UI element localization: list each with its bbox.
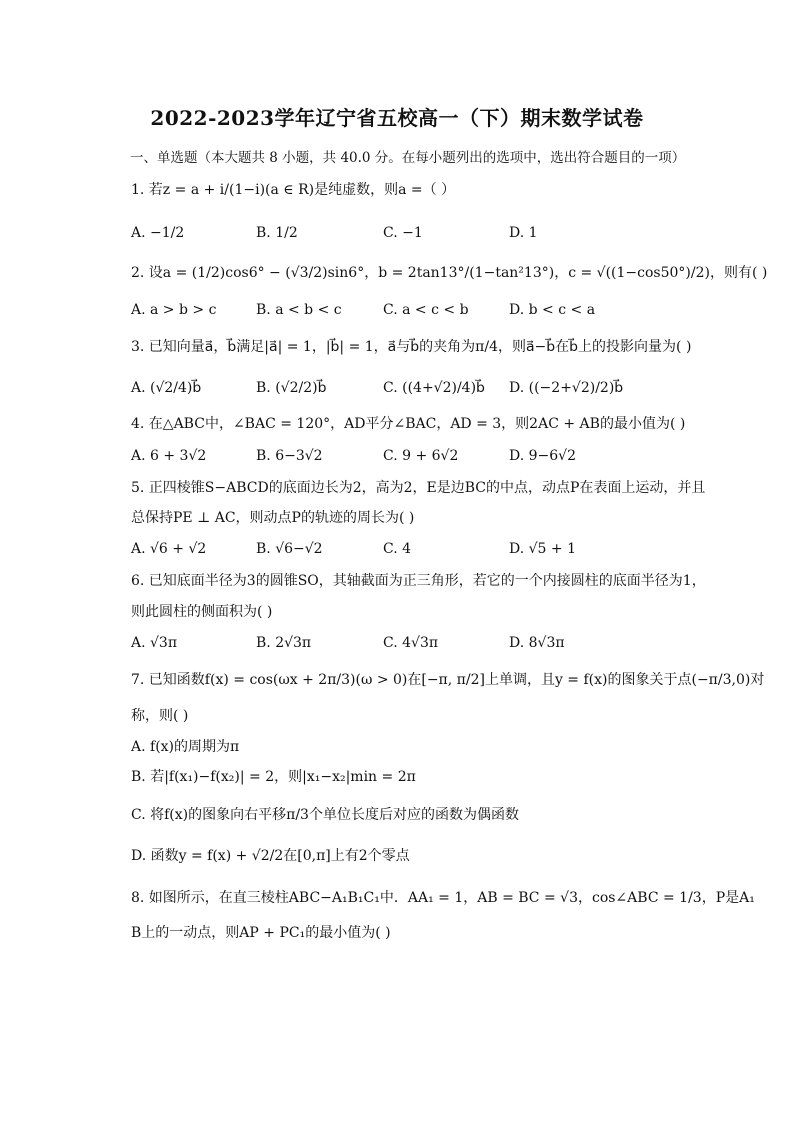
- question-4: 4. 在△ABC中，∠BAC = 120°，AD平分∠BAC，AD = 3，则2AC + AB的最小值为( ): [131, 416, 686, 432]
- question-1: 1. 若z = a + i/(1−i)(a ∈ R)是纯虚数，则a =（ ）: [131, 182, 456, 198]
- q7-option-b: B. 若|f(x₁)−f(x₂)| = 2，则|x₁−x₂|min = 2π: [131, 769, 416, 785]
- q7-option-a: A. f(x)的周期为π: [131, 739, 240, 755]
- question-6-cont: 则此圆柱的侧面积为( ): [131, 604, 273, 620]
- question-3: 3. 已知向量a⃗，b⃗满足|a⃗| = 1，|b⃗| = 1，a⃗与b⃗的夹角为π/4，则a⃗−b⃗在b⃗上的投影向量为( ): [131, 339, 692, 355]
- exam-title: 2022-2023学年辽宁省五校高一（下）期末数学试卷: [150, 106, 644, 130]
- q3-option-b: B. (√2/2)b⃗: [256, 380, 327, 396]
- q4-option-b: B. 6−3√2: [256, 448, 323, 464]
- q2-option-a: A. a > b > c: [131, 302, 217, 318]
- question-8: 8. 如图所示，在直三棱柱ABC−A₁B₁C₁中．AA₁ = 1，AB = BC = √3，cos∠ABC = 1/3，P是A₁: [131, 890, 755, 906]
- question-2: 2. 设a = (1/2)cos6° − (√3/2)sin6°，b = 2tan13°/(1−tan²13°)，c = √((1−cos50°)/2)，则有( ): [131, 265, 768, 281]
- q6-option-b: B. 2√3π: [256, 635, 312, 651]
- q6-option-c: C. 4√3π: [383, 635, 439, 651]
- q4-option-d: D. 9−6√2: [509, 448, 576, 464]
- q1-option-b: B. 1/2: [256, 225, 298, 241]
- q1-option-a: A. −1/2: [131, 225, 185, 241]
- question-5: 5. 正四棱锥S−ABCD的底面边长为2，高为2，E是边BC的中点，动点P在表面上运动，并且: [131, 480, 706, 496]
- question-7-cont: 称，则( ): [131, 708, 189, 724]
- q5-option-d: D. √5 + 1: [509, 541, 576, 557]
- q3-option-a: A. (√2/4)b⃗: [131, 380, 202, 396]
- q6-option-d: D. 8√3π: [509, 635, 565, 651]
- q5-option-b: B. √6−√2: [256, 541, 323, 557]
- q3-option-d: D. ((−2+√2)/2)b⃗: [509, 380, 624, 396]
- question-8-cont: B上的一动点，则AP + PC₁的最小值为( ): [131, 925, 391, 941]
- q5-option-a: A. √6 + √2: [131, 541, 207, 557]
- q4-option-a: A. 6 + 3√2: [131, 448, 207, 464]
- section-heading: 一、单选题（本大题共 8 小题，共 40.0 分。在每小题列出的选项中，选出符合题目的一项）: [130, 150, 686, 166]
- q7-option-d: D. 函数y = f(x) + √2/2在[0,π]上有2个零点: [131, 848, 410, 864]
- q5-option-c: C. 4: [383, 541, 412, 557]
- q4-option-c: C. 9 + 6√2: [383, 448, 459, 464]
- q2-option-c: C. a < c < b: [383, 302, 469, 318]
- q7-option-c: C. 将f(x)的图象向右平移π/3个单位长度后对应的函数为偶函数: [131, 807, 519, 823]
- q1-option-d: D. 1: [509, 225, 538, 241]
- q3-option-c: C. ((4+√2)/4)b⃗: [383, 380, 485, 396]
- q1-option-c: C. −1: [383, 225, 423, 241]
- q2-option-b: B. a < b < c: [256, 302, 342, 318]
- q6-option-a: A. √3π: [131, 635, 178, 651]
- question-7: 7. 已知函数f(x) = cos(ωx + 2π/3)(ω > 0)在[−π, π/2]上单调，且y = f(x)的图象关于点(−π/3,0)对: [131, 672, 765, 688]
- q2-option-d: D. b < c < a: [509, 302, 596, 318]
- question-6: 6. 已知底面半径为3的圆锥SO，其轴截面为正三角形，若它的一个内接圆柱的底面半径为1，: [131, 573, 706, 589]
- question-5-cont: 总保持PE ⊥ AC，则动点P的轨迹的周长为( ): [131, 510, 415, 526]
